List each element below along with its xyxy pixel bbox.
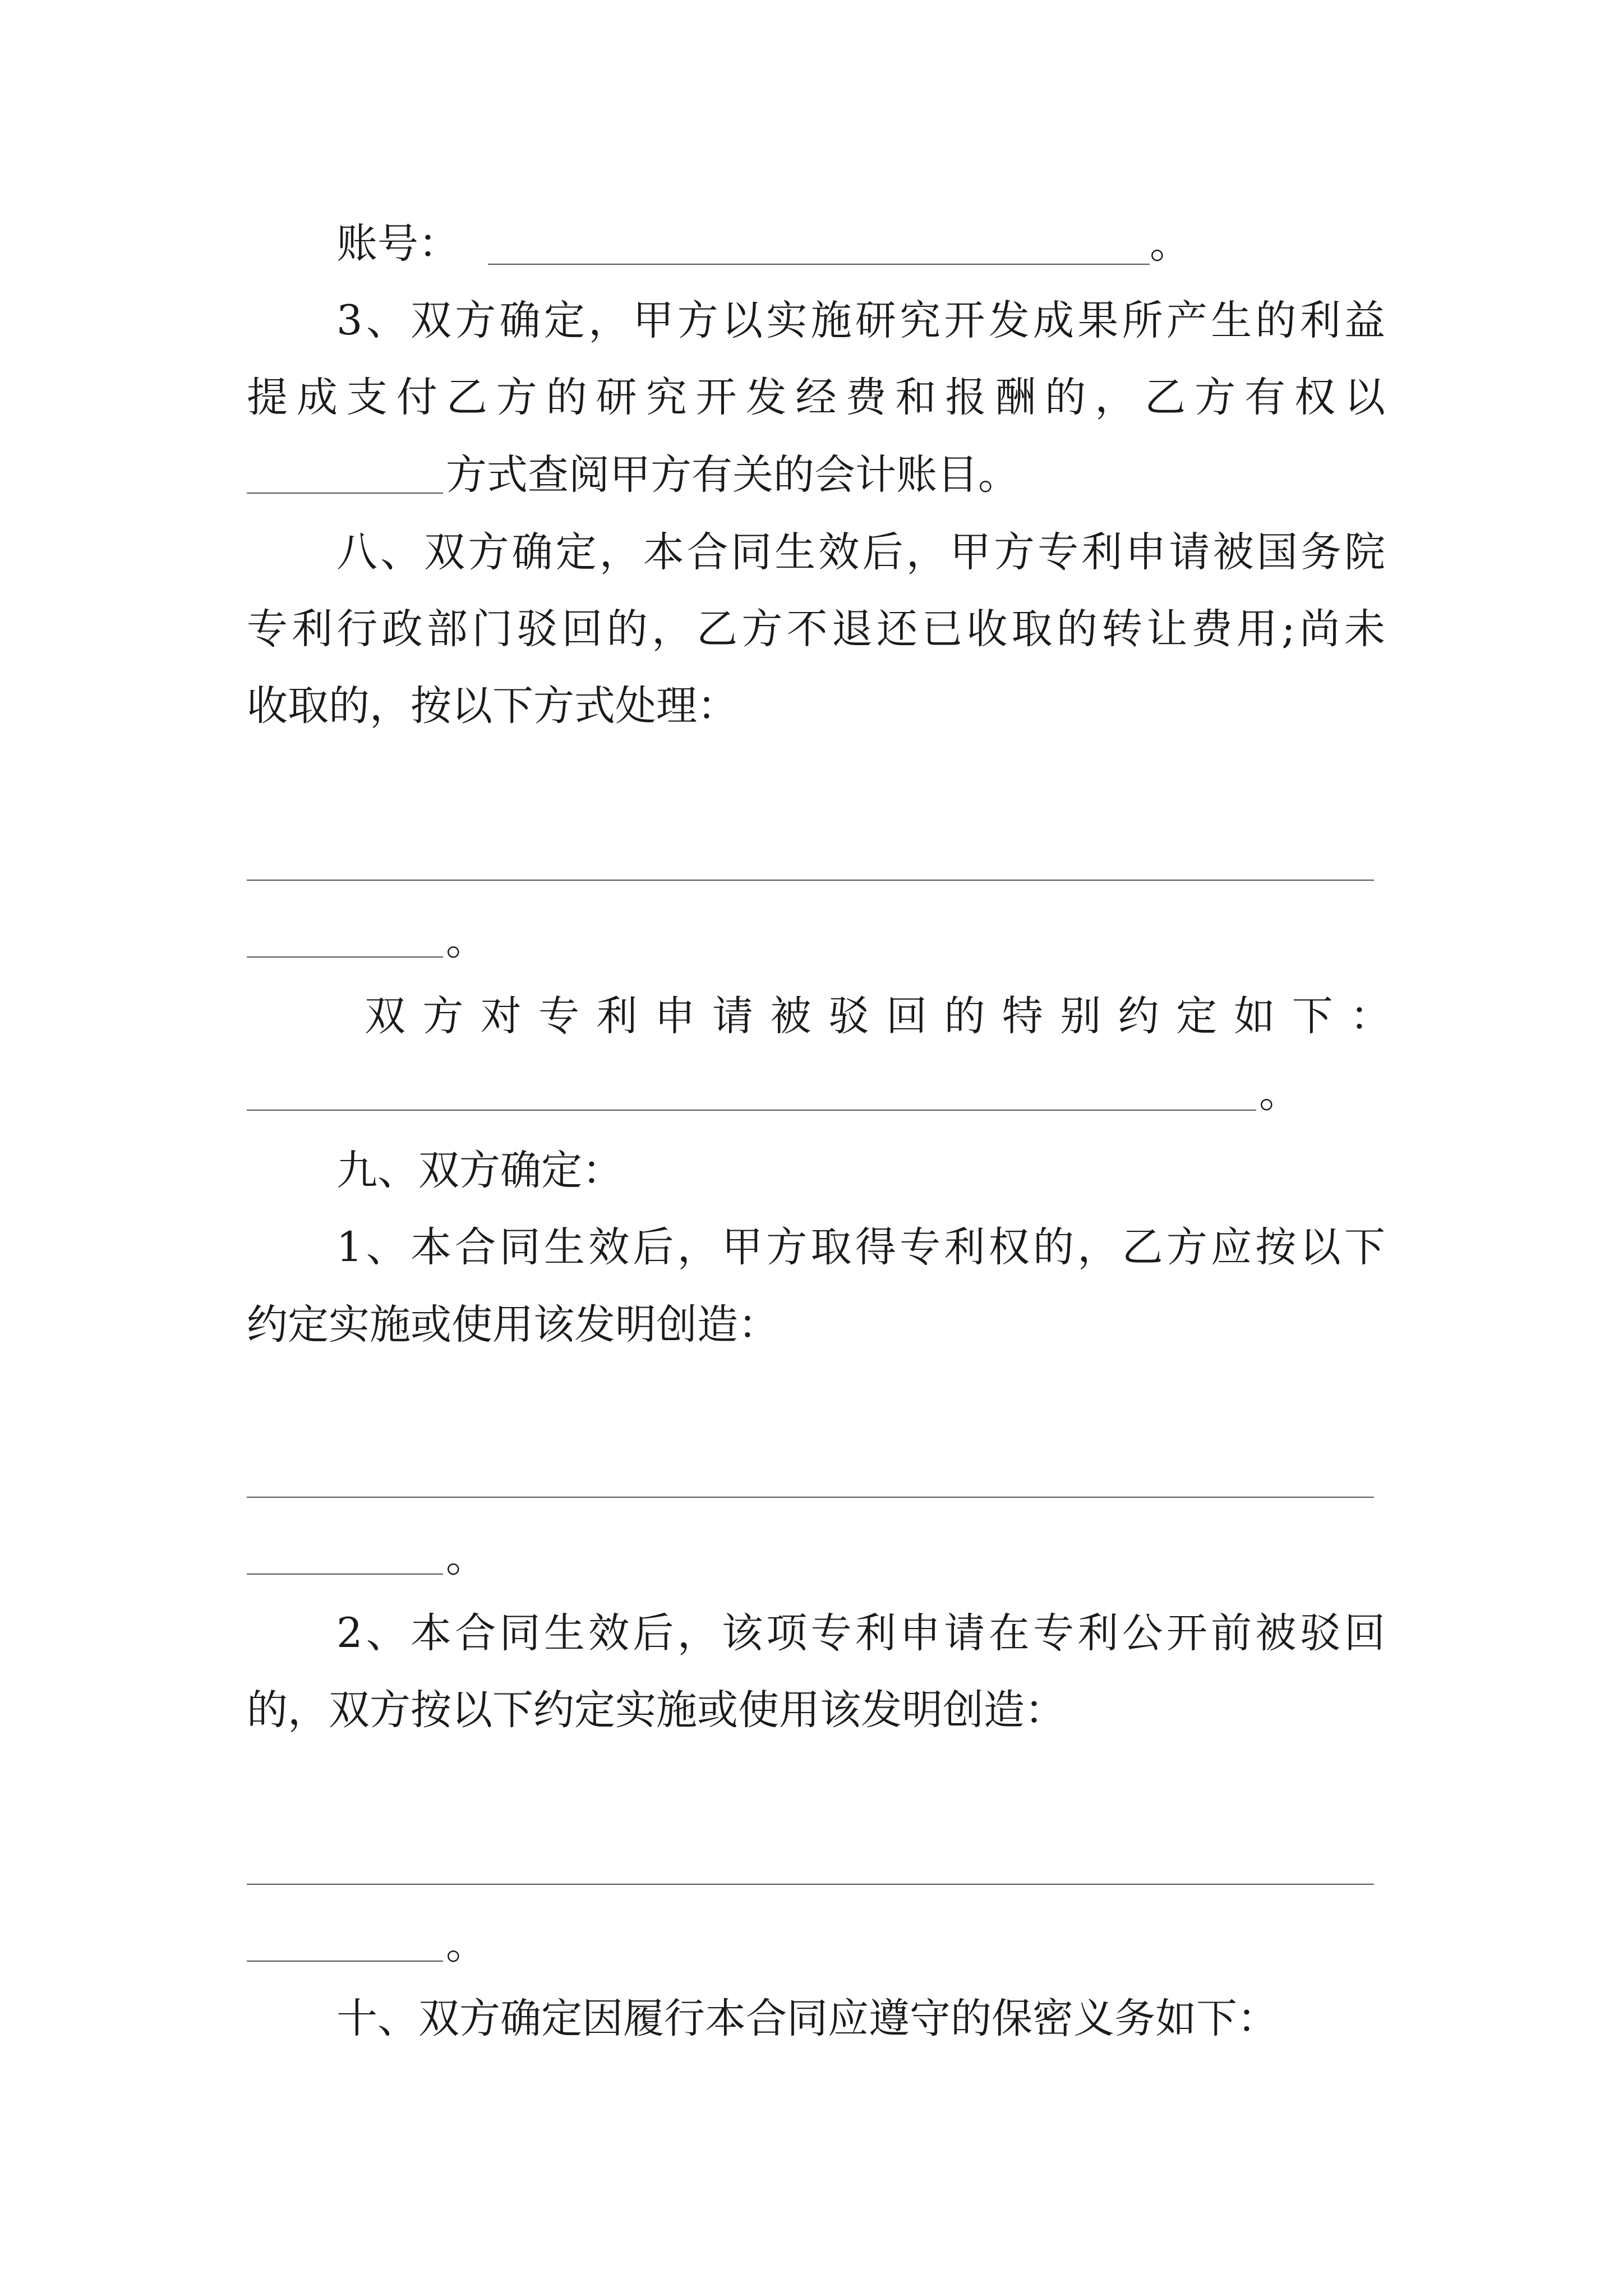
- sec9-item2-period: 。: [446, 1921, 487, 1968]
- item3-line2: 提成支付乙方的研究开发经费和报酬的，乙方有权以: [247, 374, 1385, 421]
- item3-blank: [247, 493, 443, 494]
- sec9-title: 九、双方确定：: [336, 1147, 623, 1194]
- item3-line1: 3、双方确定，甲方以实施研究开发成果所产生的利益: [336, 297, 1385, 344]
- account-period: 。: [1150, 220, 1191, 268]
- account-label: 账号：: [336, 220, 459, 268]
- sec8-line1: 八、双方确定，本合同生效后，甲方专利申请被国务院: [336, 528, 1385, 576]
- sec9-item2-blank-line2: [247, 1961, 443, 1962]
- sec9-item2-line1: 2、本合同生效后，该项专利申请在专利公开前被驳回: [336, 1609, 1385, 1657]
- sec8-blank-line2: [247, 956, 443, 958]
- special-agreement-line: 双方对专利申请被驳回的特别约定如下：: [365, 992, 1391, 1040]
- special-agreement-period: 。: [1259, 1069, 1300, 1117]
- sec8-line3: 收取的，按以下方式处理：: [247, 682, 738, 730]
- sec9-item1-blank-line2: [247, 1573, 443, 1575]
- account-blank: [488, 264, 1150, 265]
- sec9-item1-line1: 1、本合同生效后，甲方取得专利权的，乙方应按以下: [336, 1223, 1385, 1271]
- sec8-blank-period: 。: [446, 917, 487, 964]
- sec9-item1-blank-line1: [247, 1497, 1374, 1498]
- item3-line3: 方式查阅甲方有关的会计账目。: [446, 451, 1019, 499]
- sec8-blank-line1: [247, 880, 1374, 881]
- sec9-item1-line2: 约定实施或使用该发明创造：: [247, 1301, 779, 1349]
- sec10-line1: 十、双方确定因履行本合同应遵守的保密义务如下：: [336, 1995, 1278, 2042]
- sec9-item2-line2: 的，双方按以下约定实施或使用该发明创造：: [247, 1686, 1066, 1734]
- sec9-item2-blank-line1: [247, 1884, 1374, 1885]
- sec8-line2: 专利行政部门驳回的，乙方不退还已收取的转让费用;尚未: [247, 605, 1385, 653]
- special-agreement-blank: [247, 1110, 1256, 1111]
- sec9-item1-period: 。: [446, 1534, 487, 1581]
